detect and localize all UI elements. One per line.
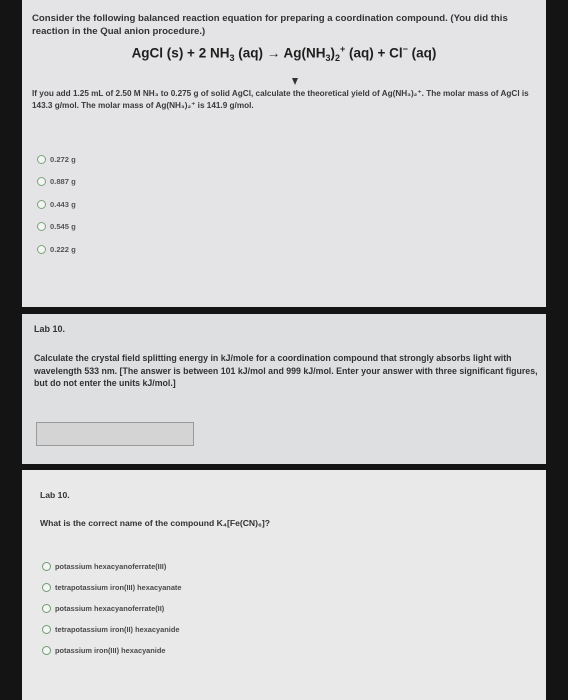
option-q1-d[interactable]: 0.545 g <box>37 216 76 239</box>
question-2-text: Calculate the crystal field splitting energy in kJ/mole for a coordination compound that strongly absorbs light with wavelength 533 nm. [The answer is between 101 kJ/mol and 999 kJ/mol. Enter your answer with three significant figures, but do not enter the units kJ/mol.] <box>34 353 538 388</box>
option-q3-e[interactable]: potassium iron(III) hexacyanide <box>42 640 182 661</box>
answer-input-box[interactable] <box>36 422 194 446</box>
radio-icon[interactable] <box>37 245 46 254</box>
option-q1-c[interactable]: 0.443 g <box>37 193 76 216</box>
radio-icon[interactable] <box>37 222 46 231</box>
question-3-options <box>42 556 182 661</box>
radio-icon[interactable] <box>42 646 51 655</box>
reaction-equation: AgCl (s) + 2 $NH_3$ $(aq) \to Ag(NH_3)_2^+$ (aq) + Cl− (aq) <box>131 44 437 64</box>
question-1-options <box>37 148 76 261</box>
question-1-problem: If you add 1.25 mL of 2.50 M NH₃ to 0.275 g of solid AgCl, calculate the theoretical yield of Ag(NH₃)₂⁺. The molar mass of AgCl is 143.3 g/mol. The molar mass of Ag(NH₃)₂⁺ is 141.9 g/mol. <box>32 89 529 110</box>
radio-icon[interactable] <box>37 177 46 186</box>
option-q1-e[interactable]: 0.222 g <box>37 238 76 261</box>
radio-icon[interactable] <box>42 604 51 613</box>
option-q3-a[interactable]: potassium hexacyanoferrate(III) <box>42 556 182 577</box>
question-1-intro: Consider the following balanced reaction equation for preparing a coordination compound. (You did this reaction in the Qual anion procedure.) <box>32 13 508 37</box>
radio-icon[interactable] <box>37 200 46 209</box>
radio-icon[interactable] <box>42 562 51 571</box>
option-q3-b[interactable]: tetrapotassium iron(III) hexacyanate <box>42 577 182 598</box>
radio-icon[interactable] <box>42 583 51 592</box>
cursor-icon <box>292 78 298 85</box>
crystal-field-answer-input[interactable] <box>37 423 193 445</box>
option-q1-a[interactable]: 0.272 g <box>37 148 76 171</box>
question-2-lab-label: Lab 10. <box>34 324 66 334</box>
option-q3-c[interactable]: potassium hexacyanoferrate(II) <box>42 598 182 619</box>
question-2-panel <box>22 314 546 464</box>
question-3-panel <box>22 470 546 700</box>
radio-icon[interactable] <box>37 155 46 164</box>
option-q1-b[interactable]: 0.887 g <box>37 171 76 194</box>
radio-icon[interactable] <box>42 625 51 634</box>
question-3-text: What is the correct name of the compound K₄[Fe(CN)₆]? <box>40 518 271 528</box>
question-3-lab-label: Lab 10. <box>40 490 70 500</box>
option-q3-d[interactable]: tetrapotassium iron(II) hexacyanide <box>42 619 182 640</box>
question-1-panel <box>22 0 546 307</box>
